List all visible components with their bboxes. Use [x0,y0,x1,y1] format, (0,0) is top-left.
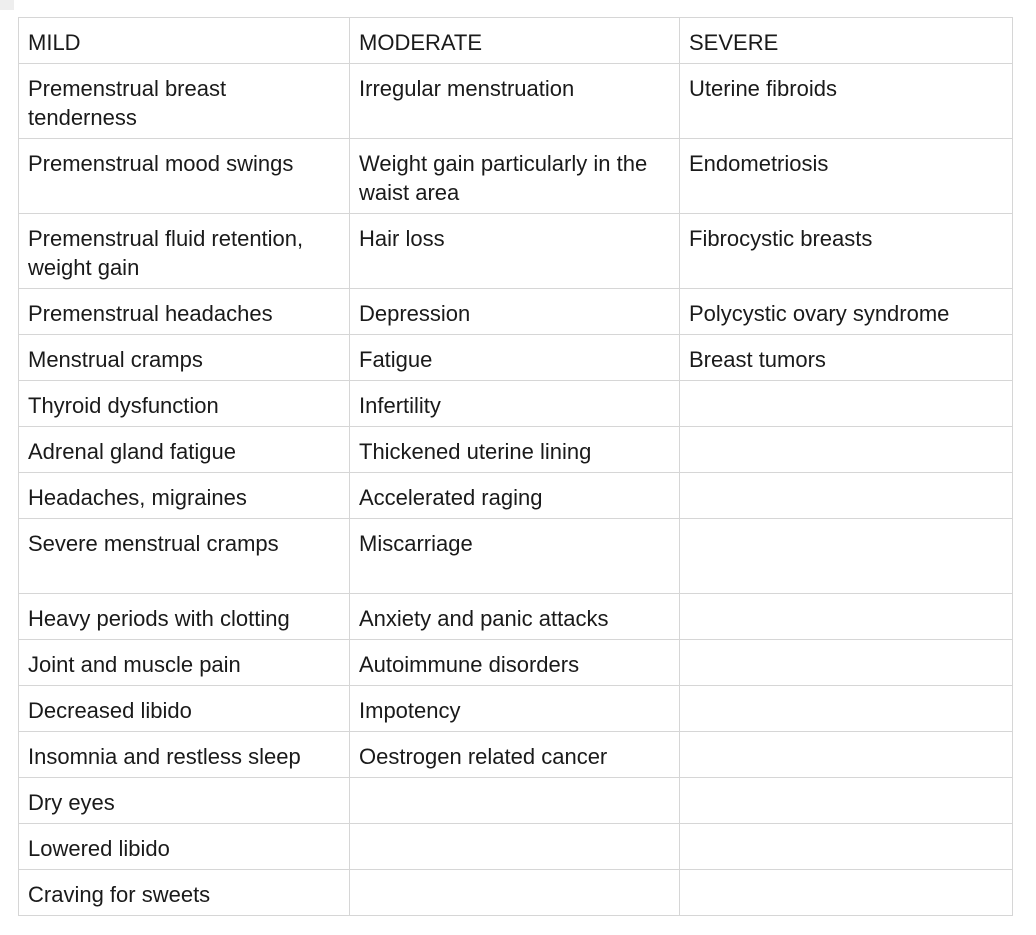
symptom-severity-table [18,17,1013,916]
table-row [19,594,1013,640]
corner-mark [0,0,14,10]
cell-mild: Joint and muscle pain [19,640,350,686]
cell-mild: Thyroid dysfunction [19,381,350,427]
cell-moderate: Fatigue [350,335,680,381]
cell-moderate: Miscarriage [350,519,680,594]
cell-mild: Adrenal gland fatigue [19,427,350,473]
cell-severe [680,686,1013,732]
cell-mild: Lowered libido [19,824,350,870]
cell-moderate: Thickened uterine lining [350,427,680,473]
cell-moderate: Irregular menstruation [350,64,680,139]
cell-severe [680,732,1013,778]
cell-mild: Decreased libido [19,686,350,732]
table-row [19,427,1013,473]
cell-severe [680,381,1013,427]
cell-mild: Severe menstrual cramps [19,519,350,594]
cell-severe [680,427,1013,473]
cell-severe [680,870,1013,916]
cell-mild: Premenstrual fluid retention, weight gain [19,214,350,289]
cell-severe: Breast tumors [680,335,1013,381]
cell-severe [680,473,1013,519]
cell-moderate: Hair loss [350,214,680,289]
table-row [19,214,1013,289]
cell-moderate: Impotency [350,686,680,732]
table-row [19,381,1013,427]
cell-severe: Endometriosis [680,139,1013,214]
cell-mild: Headaches, migraines [19,473,350,519]
table-row [19,64,1013,139]
cell-moderate: Oestrogen related cancer [350,732,680,778]
cell-moderate [350,778,680,824]
table-row [19,519,1013,594]
table-row [19,732,1013,778]
header-severe: SEVERE [680,18,1013,64]
cell-moderate: Infertility [350,381,680,427]
cell-moderate: Autoimmune disorders [350,640,680,686]
cell-mild: Heavy periods with clotting [19,594,350,640]
table-row [19,335,1013,381]
table-row [19,640,1013,686]
cell-severe [680,778,1013,824]
cell-mild: Insomnia and restless sleep [19,732,350,778]
table-row [19,289,1013,335]
cell-mild: Premenstrual headaches [19,289,350,335]
cell-severe [680,594,1013,640]
cell-severe: Fibrocystic breasts [680,214,1013,289]
cell-mild: Menstrual cramps [19,335,350,381]
table-row [19,824,1013,870]
cell-severe [680,519,1013,594]
cell-moderate: Weight gain particularly in the waist area [350,139,680,214]
cell-severe [680,640,1013,686]
table-row [19,139,1013,214]
cell-mild: Dry eyes [19,778,350,824]
cell-moderate [350,870,680,916]
cell-mild: Premenstrual breast tenderness [19,64,350,139]
cell-moderate: Depression [350,289,680,335]
table-row [19,686,1013,732]
cell-moderate: Accelerated raging [350,473,680,519]
cell-mild: Craving for sweets [19,870,350,916]
cell-moderate: Anxiety and panic attacks [350,594,680,640]
table-header-row [19,18,1013,64]
header-moderate: MODERATE [350,18,680,64]
cell-mild: Premenstrual mood swings [19,139,350,214]
header-mild: MILD [19,18,350,64]
table-row [19,870,1013,916]
table-row [19,778,1013,824]
table-row [19,473,1013,519]
cell-moderate [350,824,680,870]
cell-severe: Uterine fibroids [680,64,1013,139]
cell-severe: Polycystic ovary syndrome [680,289,1013,335]
cell-severe [680,824,1013,870]
